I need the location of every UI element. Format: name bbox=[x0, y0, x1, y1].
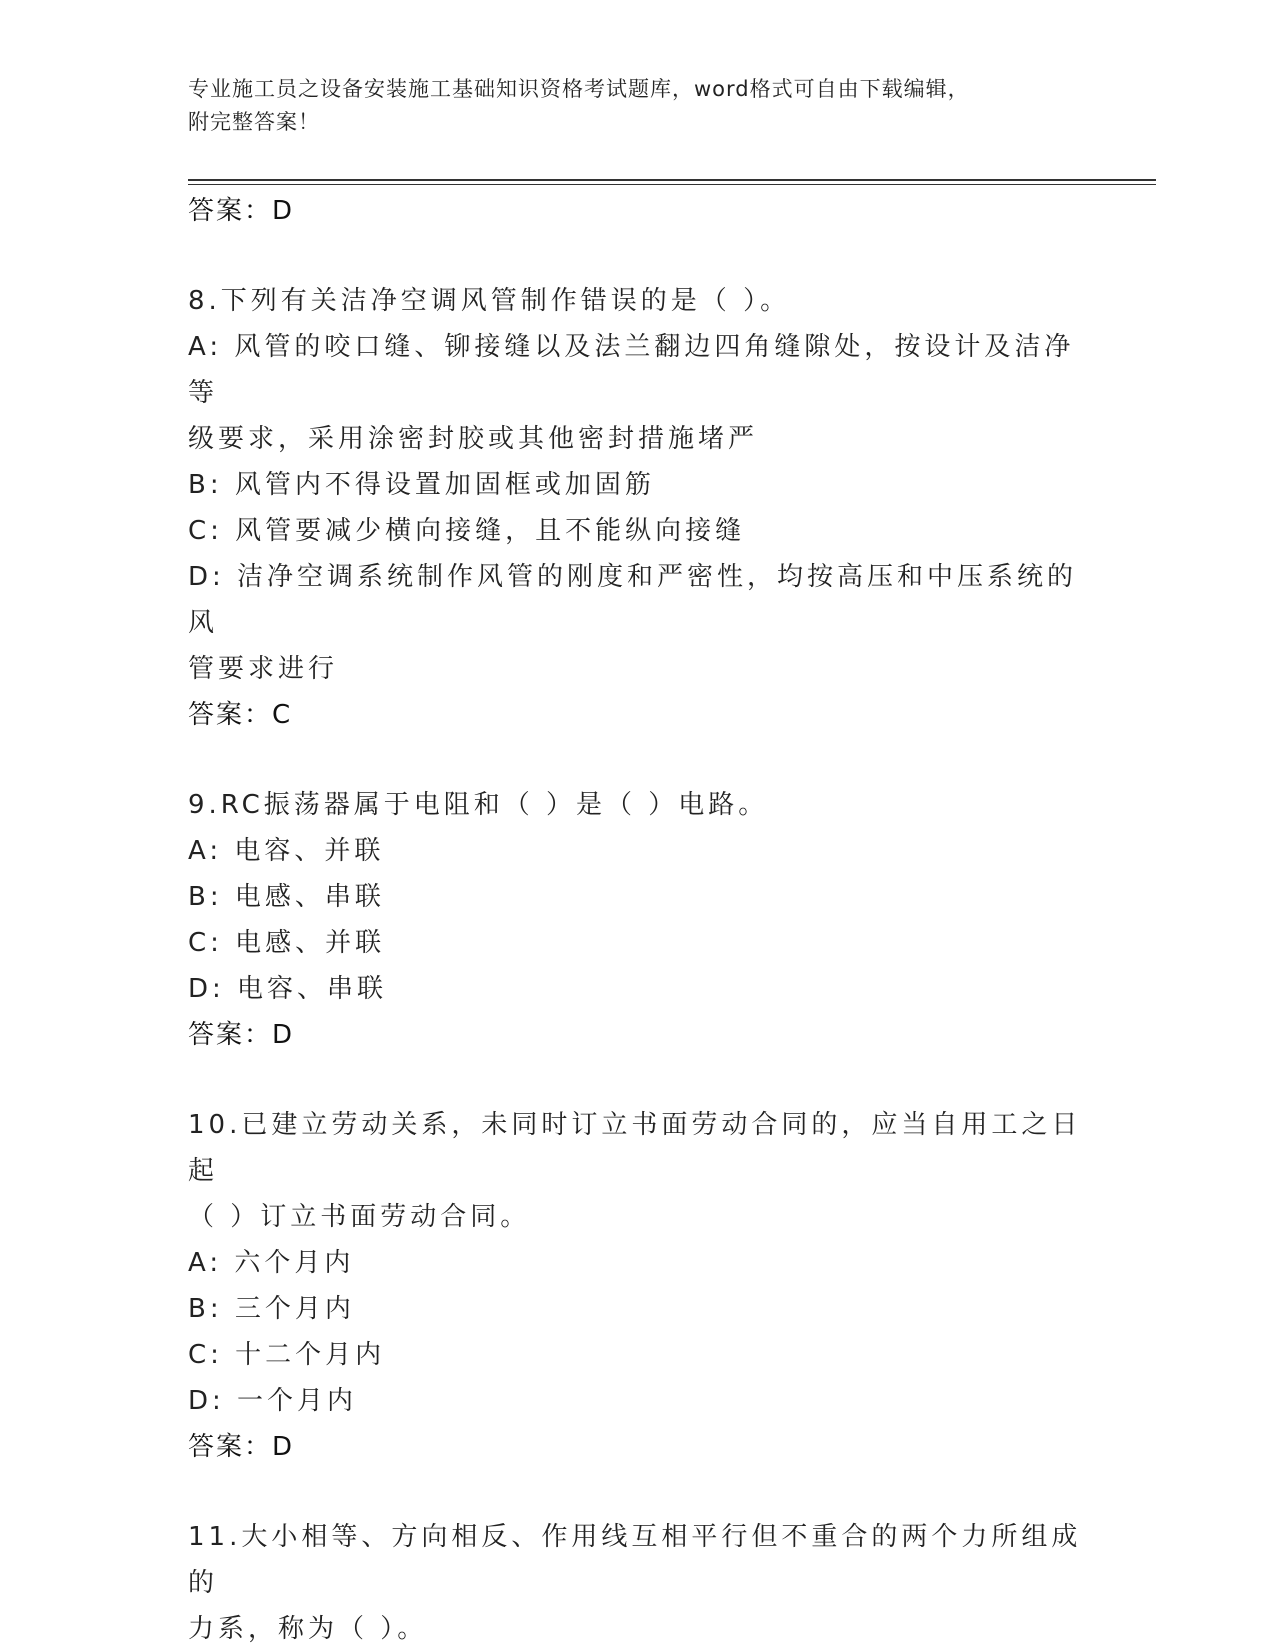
question-option: B: 风管内不得设置加固框或加固筋 bbox=[188, 470, 655, 500]
answer-label: 答案：D bbox=[188, 1020, 295, 1050]
question-option: C: 十二个月内 bbox=[188, 1340, 386, 1370]
question-option: D: 洁净空调系统制作风管的刚度和严密性，均按高压和中压系统的风 bbox=[188, 562, 1078, 638]
question-content bbox=[188, 188, 1088, 1652]
question-gap bbox=[188, 1470, 1088, 1514]
question-stem: 11.大小相等、方向相反、作用线互相平行但不重合的两个力所组成的 bbox=[188, 1522, 1082, 1598]
question-option: B: 三个月内 bbox=[188, 1294, 355, 1324]
question-gap bbox=[188, 738, 1088, 782]
question-block bbox=[188, 1102, 1088, 1470]
document-header bbox=[188, 73, 1068, 139]
question-stem: 9.RC振荡器属于电阻和（ ）是（ ）电路。 bbox=[188, 790, 769, 820]
header-line-1: 专业施工员之设备安装施工基础知识资格考试题库，word格式可自由下载编辑， bbox=[188, 77, 970, 101]
header-rule-thick bbox=[188, 179, 1156, 181]
question-option: A: 电容、并联 bbox=[188, 836, 385, 866]
question-option: A: 六个月内 bbox=[188, 1248, 355, 1278]
question-block bbox=[188, 782, 1088, 1058]
question-option: 管要求进行 bbox=[188, 654, 339, 684]
header-rule-thin bbox=[188, 184, 1156, 185]
question-option: A: 风管的咬口缝、铆接缝以及法兰翻边四角缝隙处，按设计及洁净等 bbox=[188, 332, 1075, 408]
answer-label: 答案：D bbox=[188, 1432, 295, 1462]
question-stem: 力系，称为（ ）。 bbox=[188, 1614, 428, 1644]
question-stem: 8.下列有关洁净空调风管制作错误的是（ ）。 bbox=[188, 286, 791, 316]
question-option: D: 电容、串联 bbox=[188, 974, 388, 1004]
question-list bbox=[188, 234, 1088, 1652]
question-option: C: 风管要减少横向接缝，且不能纵向接缝 bbox=[188, 516, 746, 546]
question-stem: 10.已建立劳动关系，未同时订立书面劳动合同的，应当自用工之日起 bbox=[188, 1110, 1082, 1186]
answer-label: 答案：D bbox=[188, 196, 295, 226]
question-stem: （ ）订立书面劳动合同。 bbox=[188, 1202, 531, 1232]
question-block bbox=[188, 1514, 1088, 1652]
answer-label: 答案：C bbox=[188, 700, 293, 730]
question-option: 级要求，采用涂密封胶或其他密封措施堵严 bbox=[188, 424, 759, 454]
question-option: B: 电感、串联 bbox=[188, 882, 385, 912]
question-gap bbox=[188, 234, 1088, 278]
question-gap bbox=[188, 1058, 1088, 1102]
question-block bbox=[188, 278, 1088, 738]
header-line-2: 附完整答案！ bbox=[188, 110, 320, 134]
question-option: D: 一个月内 bbox=[188, 1386, 358, 1416]
question-option: C: 电感、并联 bbox=[188, 928, 386, 958]
